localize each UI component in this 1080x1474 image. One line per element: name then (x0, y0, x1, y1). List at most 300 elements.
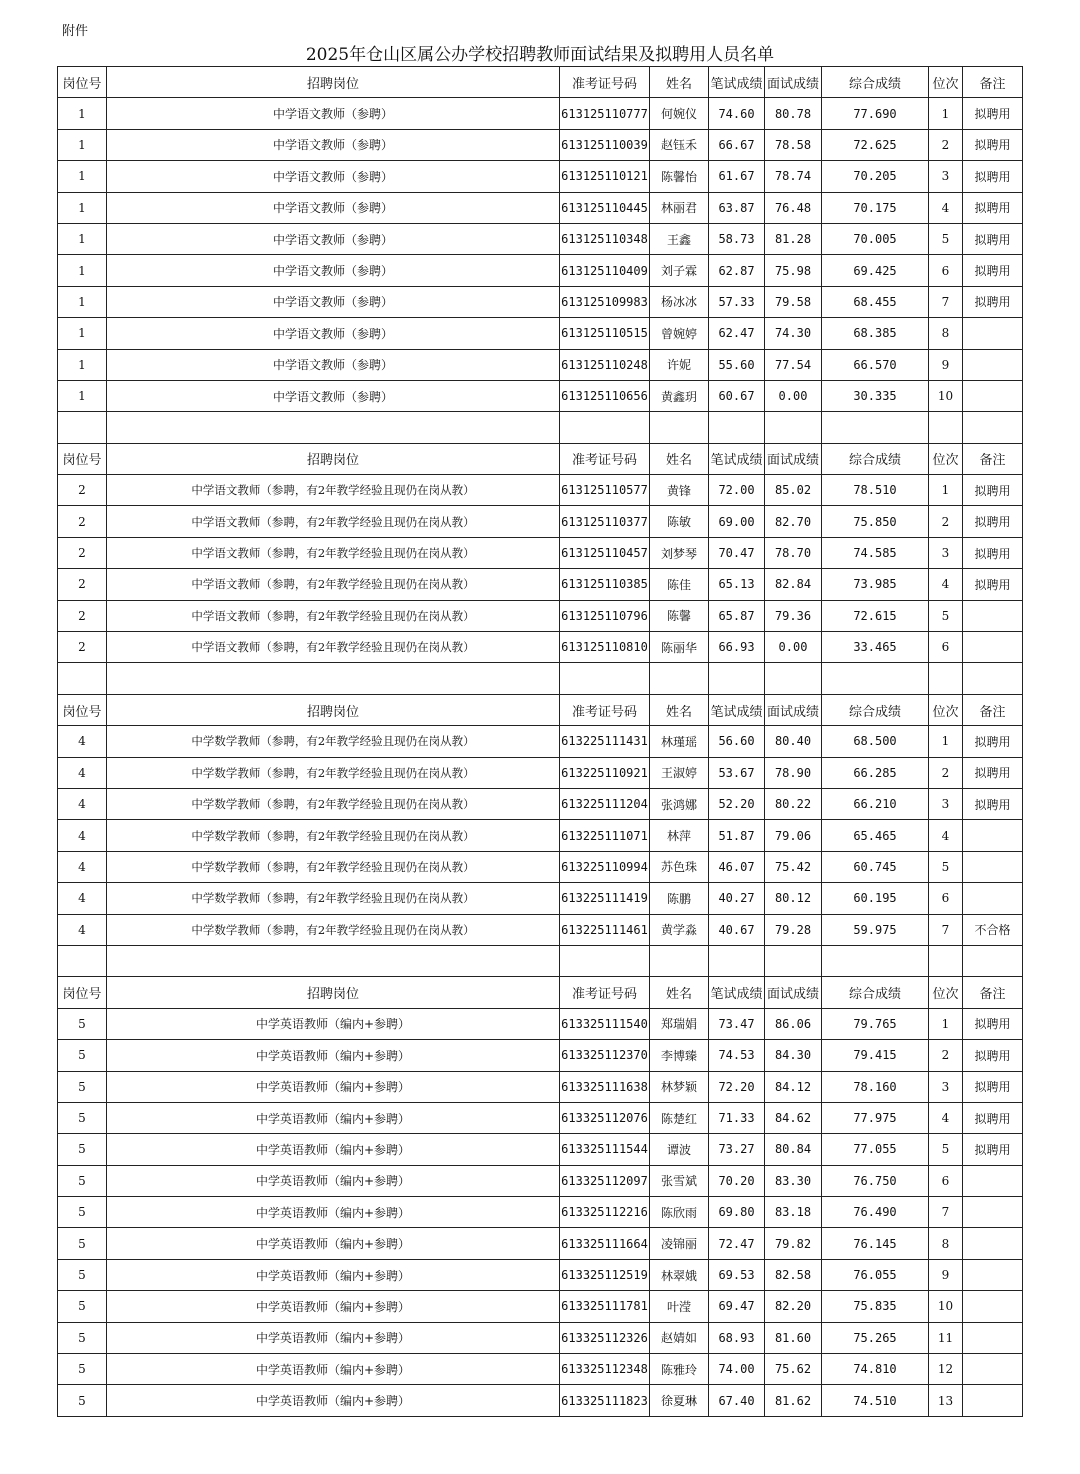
post-number-cell: 2 (58, 632, 107, 663)
post-number-cell: 5 (58, 1385, 107, 1416)
remark-cell: 拟聘用 (963, 255, 1023, 286)
header-post-number: 岗位号 (58, 67, 107, 98)
total-score-cell: 70.205 (822, 161, 929, 192)
table-row (58, 475, 1023, 506)
rank-cell: 3 (929, 537, 963, 568)
rank-cell: 12 (929, 1354, 963, 1385)
written-score-cell: 69.00 (709, 506, 765, 537)
remark-cell: 不合格 (963, 914, 1023, 945)
table-row (58, 914, 1023, 945)
candidate-name-cell: 曾婉婷 (650, 318, 709, 349)
written-score-cell: 74.00 (709, 1354, 765, 1385)
post-number-cell: 5 (58, 1291, 107, 1322)
exam-ticket-number-cell: 613125110777 (560, 98, 650, 129)
table-row (58, 1228, 1023, 1259)
empty-cell (58, 412, 107, 443)
rank-cell: 5 (929, 223, 963, 254)
exam-ticket-number-cell: 613125110377 (560, 506, 650, 537)
candidate-name-cell: 李博臻 (650, 1040, 709, 1071)
header-recruit-position: 招聘岗位 (107, 977, 560, 1008)
total-score-cell: 70.005 (822, 223, 929, 254)
written-score-cell: 74.53 (709, 1040, 765, 1071)
interview-score-cell: 0.00 (765, 632, 822, 663)
header-total-score: 综合成绩 (822, 67, 929, 98)
total-score-cell: 60.745 (822, 851, 929, 882)
candidate-name-cell: 陈欣雨 (650, 1197, 709, 1228)
remark-cell: 拟聘用 (963, 129, 1023, 160)
header-candidate-name: 姓名 (650, 67, 709, 98)
exam-ticket-number-cell: 613325112216 (560, 1197, 650, 1228)
recruit-position-cell: 中学数学教师（参聘，有2年教学经验且现仍在岗从教） (107, 820, 560, 851)
header-interview-score: 面试成绩 (765, 443, 822, 474)
recruit-position-cell: 中学英语教师（编内+参聘） (107, 1322, 560, 1353)
total-score-cell: 30.335 (822, 380, 929, 411)
table-row (58, 600, 1023, 631)
post-number-cell: 4 (58, 757, 107, 788)
remark-cell (963, 883, 1023, 914)
exam-ticket-number-cell: 613225111461 (560, 914, 650, 945)
interview-score-cell: 79.58 (765, 286, 822, 317)
recruit-position-cell: 中学英语教师（编内+参聘） (107, 1165, 560, 1196)
total-score-cell: 77.690 (822, 98, 929, 129)
table-row (58, 1102, 1023, 1133)
total-score-cell: 59.975 (822, 914, 929, 945)
written-score-cell: 53.67 (709, 757, 765, 788)
table-row (58, 1322, 1023, 1353)
recruit-position-cell: 中学数学教师（参聘，有2年教学经验且现仍在岗从教） (107, 851, 560, 882)
rank-cell: 1 (929, 98, 963, 129)
header-remark: 备注 (963, 694, 1023, 725)
remark-cell (963, 1354, 1023, 1385)
recruit-position-cell: 中学英语教师（编内+参聘） (107, 1008, 560, 1039)
post-number-cell: 4 (58, 883, 107, 914)
remark-cell (963, 318, 1023, 349)
remark-cell (963, 820, 1023, 851)
recruit-position-cell: 中学语文教师（参聘） (107, 286, 560, 317)
interview-score-cell: 84.30 (765, 1040, 822, 1071)
interview-score-cell: 82.84 (765, 569, 822, 600)
spacer-row (58, 663, 1023, 694)
table-row (58, 506, 1023, 537)
candidate-name-cell: 陈馨 (650, 600, 709, 631)
empty-cell (709, 945, 765, 976)
empty-cell (929, 663, 963, 694)
recruit-position-cell: 中学英语教师（编内+参聘） (107, 1291, 560, 1322)
recruit-position-cell: 中学语文教师（参聘） (107, 98, 560, 129)
candidate-name-cell: 何婉仪 (650, 98, 709, 129)
post-number-cell: 2 (58, 475, 107, 506)
header-candidate-name: 姓名 (650, 694, 709, 725)
header-written-score: 笔试成绩 (709, 977, 765, 1008)
recruit-position-cell: 中学语文教师（参聘） (107, 255, 560, 286)
candidate-name-cell: 苏色珠 (650, 851, 709, 882)
written-score-cell: 72.00 (709, 475, 765, 506)
empty-cell (709, 412, 765, 443)
exam-ticket-number-cell: 613125110445 (560, 192, 650, 223)
exam-ticket-number-cell: 613325112370 (560, 1040, 650, 1071)
written-score-cell: 63.87 (709, 192, 765, 223)
exam-ticket-number-cell: 613225110921 (560, 757, 650, 788)
recruit-position-cell: 中学语文教师（参聘） (107, 380, 560, 411)
total-score-cell: 79.765 (822, 1008, 929, 1039)
candidate-name-cell: 谭波 (650, 1134, 709, 1165)
document-title: 2025年仓山区属公办学校招聘教师面试结果及拟聘用人员名单 (305, 45, 775, 65)
candidate-name-cell: 陈佳 (650, 569, 709, 600)
header-rank: 位次 (929, 694, 963, 725)
empty-cell (929, 945, 963, 976)
recruit-position-cell: 中学语文教师（参聘，有2年教学经验且现仍在岗从教） (107, 632, 560, 663)
recruit-position-cell: 中学英语教师（编内+参聘） (107, 1228, 560, 1259)
exam-ticket-number-cell: 613225111071 (560, 820, 650, 851)
interview-score-cell: 80.78 (765, 98, 822, 129)
rank-cell: 9 (929, 349, 963, 380)
rank-cell: 4 (929, 192, 963, 223)
interview-score-cell: 82.70 (765, 506, 822, 537)
table-row (58, 1134, 1023, 1165)
exam-ticket-number-cell: 613325112348 (560, 1354, 650, 1385)
rank-cell: 7 (929, 914, 963, 945)
candidate-name-cell: 陈鹏 (650, 883, 709, 914)
candidate-name-cell: 黄锋 (650, 475, 709, 506)
total-score-cell: 76.750 (822, 1165, 929, 1196)
rank-cell: 5 (929, 851, 963, 882)
written-score-cell: 67.40 (709, 1385, 765, 1416)
header-exam-ticket-number: 准考证号码 (560, 67, 650, 98)
recruit-position-cell: 中学英语教师（编内+参聘） (107, 1354, 560, 1385)
post-number-cell: 2 (58, 569, 107, 600)
candidate-name-cell: 叶滢 (650, 1291, 709, 1322)
recruit-position-cell: 中学语文教师（参聘） (107, 318, 560, 349)
candidate-name-cell: 刘梦琴 (650, 537, 709, 568)
written-score-cell: 62.47 (709, 318, 765, 349)
header-interview-score: 面试成绩 (765, 977, 822, 1008)
post-number-cell: 5 (58, 1102, 107, 1133)
candidate-name-cell: 陈敏 (650, 506, 709, 537)
recruit-position-cell: 中学语文教师（参聘） (107, 129, 560, 160)
exam-ticket-number-cell: 613125110039 (560, 129, 650, 160)
candidate-name-cell: 林瑾瑶 (650, 726, 709, 757)
candidate-name-cell: 黄学淼 (650, 914, 709, 945)
remark-cell (963, 380, 1023, 411)
rank-cell: 6 (929, 1165, 963, 1196)
empty-cell (560, 663, 650, 694)
interview-score-cell: 84.62 (765, 1102, 822, 1133)
total-score-cell: 78.510 (822, 475, 929, 506)
written-score-cell: 70.47 (709, 537, 765, 568)
recruit-position-cell: 中学英语教师（编内+参聘） (107, 1071, 560, 1102)
candidate-name-cell: 张鸿娜 (650, 788, 709, 819)
empty-cell (560, 945, 650, 976)
exam-ticket-number-cell: 613325111638 (560, 1071, 650, 1102)
written-score-cell: 46.07 (709, 851, 765, 882)
written-score-cell: 69.47 (709, 1291, 765, 1322)
header-candidate-name: 姓名 (650, 443, 709, 474)
table-header-row (58, 977, 1023, 1008)
table-row (58, 286, 1023, 317)
rank-cell: 3 (929, 788, 963, 819)
post-number-cell: 2 (58, 537, 107, 568)
recruit-position-cell: 中学数学教师（参聘，有2年教学经验且现仍在岗从教） (107, 883, 560, 914)
exam-ticket-number-cell: 613325111823 (560, 1385, 650, 1416)
empty-cell (963, 412, 1023, 443)
remark-cell (963, 1385, 1023, 1416)
total-score-cell: 75.265 (822, 1322, 929, 1353)
written-score-cell: 71.33 (709, 1102, 765, 1133)
empty-cell (929, 412, 963, 443)
empty-cell (107, 663, 560, 694)
total-score-cell: 65.465 (822, 820, 929, 851)
exam-ticket-number-cell: 613125110577 (560, 475, 650, 506)
recruit-position-cell: 中学英语教师（编内+参聘） (107, 1385, 560, 1416)
interview-score-cell: 78.58 (765, 129, 822, 160)
remark-cell (963, 851, 1023, 882)
table-row (58, 569, 1023, 600)
table-row (58, 161, 1023, 192)
interview-score-cell: 80.12 (765, 883, 822, 914)
post-number-cell: 5 (58, 1322, 107, 1353)
post-number-cell: 1 (58, 129, 107, 160)
total-score-cell: 74.810 (822, 1354, 929, 1385)
header-rank: 位次 (929, 443, 963, 474)
interview-score-cell: 75.42 (765, 851, 822, 882)
interview-score-cell: 77.54 (765, 349, 822, 380)
header-remark: 备注 (963, 67, 1023, 98)
empty-cell (58, 945, 107, 976)
candidate-name-cell: 陈馨怡 (650, 161, 709, 192)
total-score-cell: 75.835 (822, 1291, 929, 1322)
candidate-name-cell: 黄鑫玥 (650, 380, 709, 411)
exam-ticket-number-cell: 613325111540 (560, 1008, 650, 1039)
header-rank: 位次 (929, 977, 963, 1008)
rank-cell: 8 (929, 318, 963, 349)
post-number-cell: 1 (58, 98, 107, 129)
post-number-cell: 4 (58, 726, 107, 757)
exam-ticket-number-cell: 613125110457 (560, 537, 650, 568)
rank-cell: 6 (929, 255, 963, 286)
exam-ticket-number-cell: 613125110656 (560, 380, 650, 411)
rank-cell: 2 (929, 757, 963, 788)
rank-cell: 4 (929, 820, 963, 851)
table-row (58, 223, 1023, 254)
total-score-cell: 70.175 (822, 192, 929, 223)
post-number-cell: 1 (58, 192, 107, 223)
table-row (58, 1165, 1023, 1196)
table-row (58, 318, 1023, 349)
table-row (58, 1385, 1023, 1416)
table-row (58, 1197, 1023, 1228)
recruit-position-cell: 中学语文教师（参聘，有2年教学经验且现仍在岗从教） (107, 569, 560, 600)
spacer-row (58, 945, 1023, 976)
recruit-position-cell: 中学语文教师（参聘，有2年教学经验且现仍在岗从教） (107, 537, 560, 568)
exam-ticket-number-cell: 613325111664 (560, 1228, 650, 1259)
table-row (58, 1259, 1023, 1290)
rank-cell: 1 (929, 726, 963, 757)
remark-cell: 拟聘用 (963, 475, 1023, 506)
post-number-cell: 5 (58, 1134, 107, 1165)
total-score-cell: 68.500 (822, 726, 929, 757)
total-score-cell: 69.425 (822, 255, 929, 286)
rank-cell: 5 (929, 600, 963, 631)
interview-score-cell: 81.62 (765, 1385, 822, 1416)
table-row (58, 632, 1023, 663)
empty-cell (107, 412, 560, 443)
empty-cell (822, 663, 929, 694)
interview-score-cell: 82.58 (765, 1259, 822, 1290)
interview-score-cell: 76.48 (765, 192, 822, 223)
post-number-cell: 1 (58, 286, 107, 317)
post-number-cell: 5 (58, 1228, 107, 1259)
table-row (58, 1354, 1023, 1385)
written-score-cell: 65.13 (709, 569, 765, 600)
total-score-cell: 66.210 (822, 788, 929, 819)
remark-cell: 拟聘用 (963, 757, 1023, 788)
total-score-cell: 75.850 (822, 506, 929, 537)
spacer-row (58, 412, 1023, 443)
remark-cell: 拟聘用 (963, 1071, 1023, 1102)
interview-score-cell: 81.28 (765, 223, 822, 254)
exam-ticket-number-cell: 613225111431 (560, 726, 650, 757)
header-post-number: 岗位号 (58, 443, 107, 474)
written-score-cell: 66.67 (709, 129, 765, 160)
recruit-position-cell: 中学英语教师（编内+参聘） (107, 1197, 560, 1228)
total-score-cell: 76.145 (822, 1228, 929, 1259)
table-row (58, 757, 1023, 788)
header-post-number: 岗位号 (58, 977, 107, 1008)
exam-ticket-number-cell: 613125110248 (560, 349, 650, 380)
total-score-cell: 66.570 (822, 349, 929, 380)
total-score-cell: 78.160 (822, 1071, 929, 1102)
written-score-cell: 55.60 (709, 349, 765, 380)
remark-cell (963, 1165, 1023, 1196)
interview-score-cell: 79.82 (765, 1228, 822, 1259)
exam-ticket-number-cell: 613125110121 (560, 161, 650, 192)
interview-score-cell: 79.06 (765, 820, 822, 851)
interview-score-cell: 80.22 (765, 788, 822, 819)
remark-cell (963, 632, 1023, 663)
rank-cell: 4 (929, 1102, 963, 1133)
interview-score-cell: 79.28 (765, 914, 822, 945)
rank-cell: 2 (929, 1040, 963, 1071)
total-score-cell: 33.465 (822, 632, 929, 663)
empty-cell (765, 412, 822, 443)
candidate-name-cell: 林萍 (650, 820, 709, 851)
remark-cell: 拟聘用 (963, 161, 1023, 192)
written-score-cell: 74.60 (709, 98, 765, 129)
candidate-name-cell: 杨冰冰 (650, 286, 709, 317)
recruit-position-cell: 中学英语教师（编内+参聘） (107, 1102, 560, 1133)
table-row (58, 98, 1023, 129)
written-score-cell: 61.67 (709, 161, 765, 192)
total-score-cell: 76.055 (822, 1259, 929, 1290)
candidate-name-cell: 徐夏琳 (650, 1385, 709, 1416)
header-remark: 备注 (963, 443, 1023, 474)
table-row (58, 1071, 1023, 1102)
candidate-name-cell: 凌锦丽 (650, 1228, 709, 1259)
exam-ticket-number-cell: 613225110994 (560, 851, 650, 882)
header-interview-score: 面试成绩 (765, 694, 822, 725)
candidate-name-cell: 陈雅玲 (650, 1354, 709, 1385)
interview-score-cell: 83.18 (765, 1197, 822, 1228)
post-number-cell: 1 (58, 255, 107, 286)
recruit-position-cell: 中学语文教师（参聘，有2年教学经验且现仍在岗从教） (107, 506, 560, 537)
interview-score-cell: 78.90 (765, 757, 822, 788)
written-score-cell: 40.67 (709, 914, 765, 945)
post-number-cell: 5 (58, 1071, 107, 1102)
written-score-cell: 72.47 (709, 1228, 765, 1259)
total-score-cell: 66.285 (822, 757, 929, 788)
table-header-row (58, 67, 1023, 98)
recruit-position-cell: 中学语文教师（参聘） (107, 192, 560, 223)
rank-cell: 2 (929, 506, 963, 537)
empty-cell (822, 945, 929, 976)
table-row (58, 380, 1023, 411)
total-score-cell: 74.585 (822, 537, 929, 568)
recruit-position-cell: 中学数学教师（参聘，有2年教学经验且现仍在岗从教） (107, 788, 560, 819)
remark-cell: 拟聘用 (963, 726, 1023, 757)
written-score-cell: 70.20 (709, 1165, 765, 1196)
remark-cell (963, 600, 1023, 631)
table-header-row (58, 443, 1023, 474)
remark-cell: 拟聘用 (963, 506, 1023, 537)
remark-cell: 拟聘用 (963, 1040, 1023, 1071)
exam-ticket-number-cell: 613325112519 (560, 1259, 650, 1290)
exam-ticket-number-cell: 613325111544 (560, 1134, 650, 1165)
remark-cell: 拟聘用 (963, 98, 1023, 129)
exam-ticket-number-cell: 613125110515 (560, 318, 650, 349)
header-rank: 位次 (929, 67, 963, 98)
written-score-cell: 52.20 (709, 788, 765, 819)
rank-cell: 6 (929, 883, 963, 914)
rank-cell: 4 (929, 569, 963, 600)
written-score-cell: 69.80 (709, 1197, 765, 1228)
total-score-cell: 77.975 (822, 1102, 929, 1133)
candidate-name-cell: 张雪斌 (650, 1165, 709, 1196)
interview-score-cell: 83.30 (765, 1165, 822, 1196)
candidate-name-cell: 赵钰禾 (650, 129, 709, 160)
candidate-name-cell: 许妮 (650, 349, 709, 380)
post-number-cell: 5 (58, 1008, 107, 1039)
interview-score-cell: 82.20 (765, 1291, 822, 1322)
recruit-position-cell: 中学数学教师（参聘，有2年教学经验且现仍在岗从教） (107, 726, 560, 757)
table-row (58, 349, 1023, 380)
rank-cell: 9 (929, 1259, 963, 1290)
exam-ticket-number-cell: 613125110810 (560, 632, 650, 663)
empty-cell (963, 945, 1023, 976)
recruit-position-cell: 中学英语教师（编内+参聘） (107, 1134, 560, 1165)
empty-cell (650, 412, 709, 443)
interview-score-cell: 74.30 (765, 318, 822, 349)
exam-ticket-number-cell: 613325112097 (560, 1165, 650, 1196)
candidate-name-cell: 王淑婷 (650, 757, 709, 788)
header-recruit-position: 招聘岗位 (107, 694, 560, 725)
remark-cell (963, 1228, 1023, 1259)
total-score-cell: 60.195 (822, 883, 929, 914)
empty-cell (650, 663, 709, 694)
recruit-position-cell: 中学语文教师（参聘） (107, 223, 560, 254)
written-score-cell: 40.27 (709, 883, 765, 914)
recruit-position-cell: 中学语文教师（参聘） (107, 161, 560, 192)
exam-ticket-number-cell: 613125110409 (560, 255, 650, 286)
header-recruit-position: 招聘岗位 (107, 67, 560, 98)
total-score-cell: 76.490 (822, 1197, 929, 1228)
header-written-score: 笔试成绩 (709, 443, 765, 474)
empty-cell (963, 663, 1023, 694)
recruit-position-cell: 中学语文教师（参聘） (107, 349, 560, 380)
post-number-cell: 4 (58, 788, 107, 819)
table-row (58, 255, 1023, 286)
post-number-cell: 5 (58, 1040, 107, 1071)
exam-ticket-number-cell: 613225111419 (560, 883, 650, 914)
